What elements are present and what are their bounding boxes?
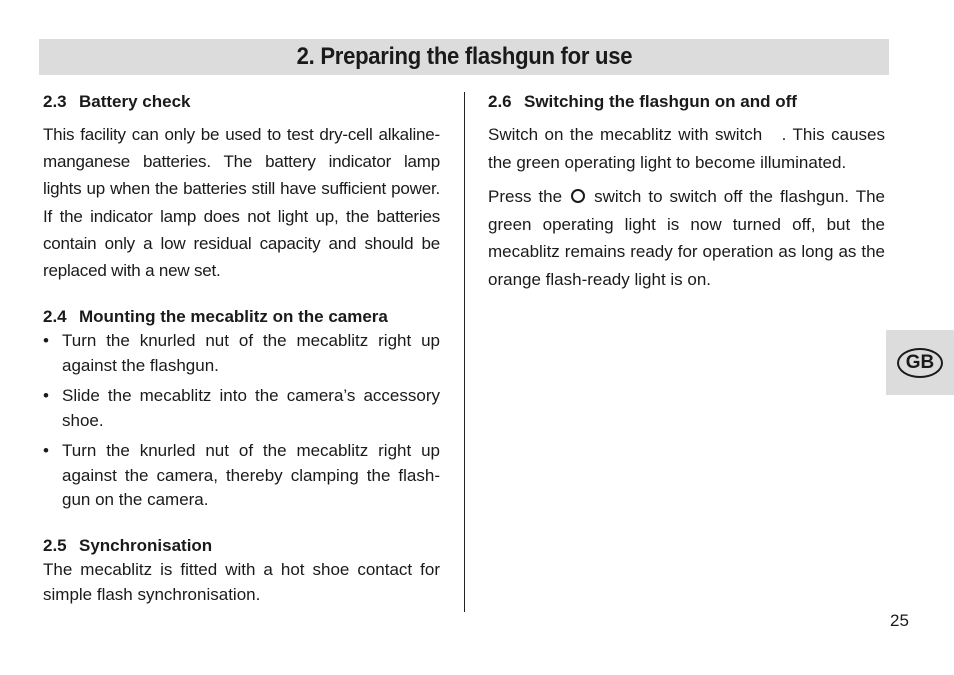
- section-heading: [43, 532, 440, 559]
- section-battery-check: [43, 88, 440, 284]
- section-heading: [43, 88, 440, 115]
- bullet-icon: •: [43, 386, 49, 405]
- section-title: Synchronisation: [79, 536, 213, 555]
- section-body-on: Switch on the mecablitz with switch . This causes the green operating light to become illuminated.: [488, 125, 890, 172]
- section-number: 2.3: [43, 92, 67, 111]
- section-mounting: [43, 303, 440, 519]
- page-title: 2. Preparing the flashgun for use: [296, 43, 632, 70]
- section-body-off: Press the switch to switch off the flashgun. The green operating light is now turned off, but the mecablitz remains ready for operation as long as the orange flash-ready light is on.: [488, 187, 885, 289]
- section-title: Battery check: [79, 92, 191, 111]
- list-item: • Turn the knurled nut of the mecablitz right up against the camera, thereby clamping the flash-gun on the camera.: [43, 441, 440, 509]
- section-heading: [43, 303, 440, 330]
- list-item: • Turn the knurled nut of the mecablitz right up against the flashgun.: [43, 331, 440, 375]
- section-title: Mounting the mecablitz on the camera: [79, 307, 388, 326]
- section-number: 2.5: [43, 536, 67, 555]
- circle-switch-icon: [571, 189, 585, 203]
- column-divider: [464, 92, 465, 612]
- list-item: • Slide the mecablitz into the camera’s accessory shoe.: [43, 386, 440, 430]
- title-bar: [39, 39, 889, 75]
- section-body: This facility can only be used to test dry-cell alkaline-manganese batteries. The battery indicator lamp lights up when the batteries still have sufficient power. If the indicator lamp does not light up, the batteries contain only a low residual capacity and should be replaced with a new set.: [43, 125, 440, 281]
- section-body: The mecablitz is fitted with a hot shoe contact for simple flash synchronisation.: [43, 560, 440, 604]
- mounting-steps-list: [43, 329, 440, 513]
- section-switching: [488, 88, 890, 293]
- language-badge: GB: [897, 348, 943, 378]
- language-tab: [886, 330, 954, 395]
- section-synchronisation: [43, 532, 440, 607]
- bullet-icon: •: [43, 441, 49, 460]
- section-title: Switching the flashgun on and off: [524, 92, 797, 111]
- bullet-icon: •: [43, 331, 49, 350]
- page-number: 25: [890, 611, 909, 630]
- section-heading: [488, 88, 885, 115]
- section-number: 2.4: [43, 307, 67, 326]
- section-number: 2.6: [488, 92, 512, 111]
